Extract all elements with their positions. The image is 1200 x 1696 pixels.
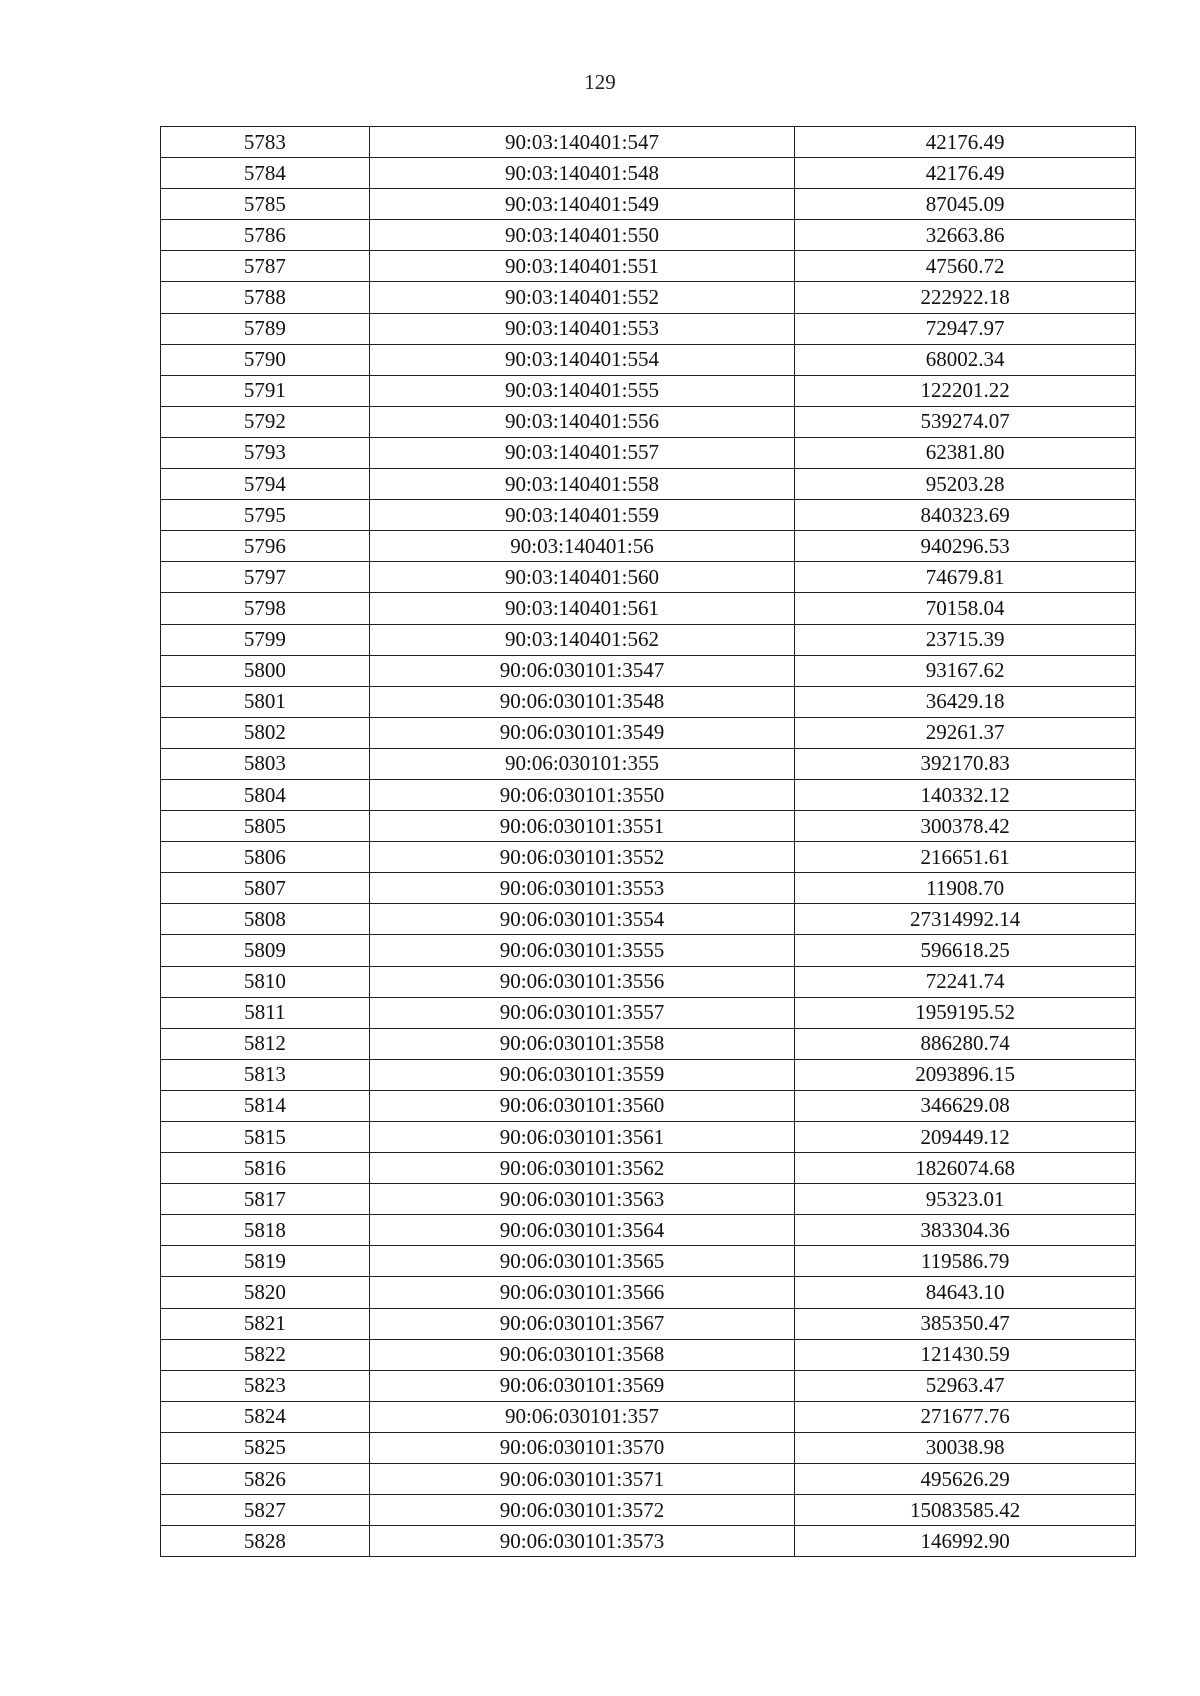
table-row — [161, 1184, 1136, 1215]
table-row — [161, 966, 1136, 997]
row-number-cell: 5821 — [161, 1308, 370, 1339]
cadastral-number-cell: 90:06:030101:3547 — [369, 655, 795, 686]
cadastral-value-cell: 2093896.15 — [795, 1059, 1136, 1090]
cadastral-value-cell: 84643.10 — [795, 1277, 1136, 1308]
cadastral-value-cell: 495626.29 — [795, 1464, 1136, 1495]
row-number-cell: 5802 — [161, 717, 370, 748]
cadastral-number-cell: 90:06:030101:3560 — [369, 1090, 795, 1121]
cadastral-number-cell: 90:03:140401:552 — [369, 282, 795, 313]
cadastral-value-cell: 70158.04 — [795, 593, 1136, 624]
cadastral-value-cell: 27314992.14 — [795, 904, 1136, 935]
cadastral-value-cell: 29261.37 — [795, 717, 1136, 748]
row-number-cell: 5811 — [161, 997, 370, 1028]
cadastral-number-cell: 90:06:030101:3566 — [369, 1277, 795, 1308]
row-number-cell: 5789 — [161, 313, 370, 344]
table-row — [161, 1215, 1136, 1246]
cadastral-value-cell: 122201.22 — [795, 375, 1136, 406]
table-row — [161, 375, 1136, 406]
row-number-cell: 5783 — [161, 127, 370, 158]
table-row — [161, 1059, 1136, 1090]
row-number-cell: 5791 — [161, 375, 370, 406]
table-row — [161, 935, 1136, 966]
row-number-cell: 5787 — [161, 251, 370, 282]
cadastral-value-cell: 346629.08 — [795, 1090, 1136, 1121]
table-row — [161, 1153, 1136, 1184]
table-row — [161, 811, 1136, 842]
cadastral-number-cell: 90:06:030101:3565 — [369, 1246, 795, 1277]
row-number-cell: 5784 — [161, 158, 370, 189]
row-number-cell: 5795 — [161, 500, 370, 531]
table-row — [161, 1246, 1136, 1277]
cadastral-value-cell: 392170.83 — [795, 748, 1136, 779]
cadastral-number-cell: 90:03:140401:561 — [369, 593, 795, 624]
row-number-cell: 5812 — [161, 1028, 370, 1059]
table-row — [161, 1277, 1136, 1308]
row-number-cell: 5786 — [161, 220, 370, 251]
table-row — [161, 686, 1136, 717]
cadastral-number-cell: 90:06:030101:3554 — [369, 904, 795, 935]
cadastral-number-cell: 90:06:030101:3556 — [369, 966, 795, 997]
row-number-cell: 5798 — [161, 593, 370, 624]
table-row — [161, 313, 1136, 344]
cadastral-number-cell: 90:03:140401:553 — [369, 313, 795, 344]
cadastral-number-cell: 90:06:030101:3557 — [369, 997, 795, 1028]
table-row — [161, 1370, 1136, 1401]
table-row — [161, 1339, 1136, 1370]
cadastral-value-cell: 539274.07 — [795, 406, 1136, 437]
row-number-cell: 5815 — [161, 1122, 370, 1153]
cadastral-value-cell: 68002.34 — [795, 344, 1136, 375]
cadastral-value-cell: 72241.74 — [795, 966, 1136, 997]
cadastral-number-cell: 90:03:140401:549 — [369, 189, 795, 220]
row-number-cell: 5792 — [161, 406, 370, 437]
row-number-cell: 5797 — [161, 562, 370, 593]
cadastral-value-cell: 140332.12 — [795, 779, 1136, 810]
row-number-cell: 5804 — [161, 779, 370, 810]
cadastral-number-cell: 90:06:030101:3573 — [369, 1526, 795, 1557]
cadastral-value-cell: 596618.25 — [795, 935, 1136, 966]
table-row — [161, 531, 1136, 562]
cadastral-value-cell: 95323.01 — [795, 1184, 1136, 1215]
table-row — [161, 748, 1136, 779]
row-number-cell: 5800 — [161, 655, 370, 686]
cadastral-number-cell: 90:06:030101:3559 — [369, 1059, 795, 1090]
table-row — [161, 406, 1136, 437]
row-number-cell: 5793 — [161, 437, 370, 468]
table-row — [161, 593, 1136, 624]
row-number-cell: 5826 — [161, 1464, 370, 1495]
cadastral-number-cell: 90:06:030101:3563 — [369, 1184, 795, 1215]
row-number-cell: 5810 — [161, 966, 370, 997]
cadastral-number-cell: 90:03:140401:548 — [369, 158, 795, 189]
cadastral-number-cell: 90:06:030101:3558 — [369, 1028, 795, 1059]
cadastral-number-cell: 90:06:030101:3567 — [369, 1308, 795, 1339]
cadastral-value-cell: 62381.80 — [795, 437, 1136, 468]
cadastral-value-cell: 840323.69 — [795, 500, 1136, 531]
table-row — [161, 1090, 1136, 1121]
table-row — [161, 842, 1136, 873]
row-number-cell: 5813 — [161, 1059, 370, 1090]
table-row — [161, 282, 1136, 313]
row-number-cell: 5785 — [161, 189, 370, 220]
cadastral-number-cell: 90:03:140401:557 — [369, 437, 795, 468]
cadastral-value-cell: 146992.90 — [795, 1526, 1136, 1557]
table-row — [161, 997, 1136, 1028]
cadastral-number-cell: 90:03:140401:555 — [369, 375, 795, 406]
row-number-cell: 5823 — [161, 1370, 370, 1401]
row-number-cell: 5816 — [161, 1153, 370, 1184]
cadastral-number-cell: 90:03:140401:559 — [369, 500, 795, 531]
row-number-cell: 5796 — [161, 531, 370, 562]
cadastral-number-cell: 90:03:140401:560 — [369, 562, 795, 593]
row-number-cell: 5788 — [161, 282, 370, 313]
table-row — [161, 717, 1136, 748]
table-row — [161, 873, 1136, 904]
cadastral-value-cell: 72947.97 — [795, 313, 1136, 344]
cadastral-number-cell: 90:03:140401:56 — [369, 531, 795, 562]
row-number-cell: 5824 — [161, 1401, 370, 1432]
row-number-cell: 5805 — [161, 811, 370, 842]
table-row — [161, 251, 1136, 282]
cadastral-number-cell: 90:06:030101:3561 — [369, 1122, 795, 1153]
cadastral-value-cell: 42176.49 — [795, 127, 1136, 158]
cadastral-value-cell: 300378.42 — [795, 811, 1136, 842]
row-number-cell: 5809 — [161, 935, 370, 966]
cadastral-number-cell: 90:06:030101:357 — [369, 1401, 795, 1432]
cadastral-number-cell: 90:06:030101:3562 — [369, 1153, 795, 1184]
cadastral-number-cell: 90:06:030101:3549 — [369, 717, 795, 748]
cadastral-number-cell: 90:03:140401:547 — [369, 127, 795, 158]
cadastral-number-cell: 90:06:030101:3568 — [369, 1339, 795, 1370]
table-row — [161, 1526, 1136, 1557]
row-number-cell: 5820 — [161, 1277, 370, 1308]
cadastral-value-cell: 385350.47 — [795, 1308, 1136, 1339]
cadastral-number-cell: 90:06:030101:3555 — [369, 935, 795, 966]
table-row — [161, 624, 1136, 655]
row-number-cell: 5818 — [161, 1215, 370, 1246]
table-row — [161, 562, 1136, 593]
row-number-cell: 5808 — [161, 904, 370, 935]
row-number-cell: 5825 — [161, 1432, 370, 1463]
cadastral-value-cell: 95203.28 — [795, 469, 1136, 500]
cadastral-value-cell: 30038.98 — [795, 1432, 1136, 1463]
row-number-cell: 5790 — [161, 344, 370, 375]
cadastral-value-cell: 121430.59 — [795, 1339, 1136, 1370]
cadastral-value-cell: 886280.74 — [795, 1028, 1136, 1059]
table-row — [161, 1401, 1136, 1432]
cadastral-value-cell: 1959195.52 — [795, 997, 1136, 1028]
cadastral-number-cell: 90:06:030101:3553 — [369, 873, 795, 904]
cadastral-number-cell: 90:03:140401:558 — [369, 469, 795, 500]
cadastral-value-cell: 1826074.68 — [795, 1153, 1136, 1184]
table-row — [161, 655, 1136, 686]
cadastral-value-cell: 87045.09 — [795, 189, 1136, 220]
cadastral-number-cell: 90:03:140401:550 — [369, 220, 795, 251]
table-body — [161, 127, 1136, 1557]
cadastral-number-cell: 90:03:140401:562 — [369, 624, 795, 655]
cadastral-value-cell: 74679.81 — [795, 562, 1136, 593]
cadastral-number-cell: 90:06:030101:3572 — [369, 1495, 795, 1526]
cadastral-value-cell: 93167.62 — [795, 655, 1136, 686]
cadastral-value-cell: 216651.61 — [795, 842, 1136, 873]
cadastral-value-cell: 47560.72 — [795, 251, 1136, 282]
row-number-cell: 5803 — [161, 748, 370, 779]
cadastral-value-cell: 940296.53 — [795, 531, 1136, 562]
cadastral-value-cell: 222922.18 — [795, 282, 1136, 313]
table-row — [161, 1495, 1136, 1526]
cadastral-number-cell: 90:06:030101:3550 — [369, 779, 795, 810]
row-number-cell: 5799 — [161, 624, 370, 655]
table-row — [161, 127, 1136, 158]
table-row — [161, 904, 1136, 935]
cadastral-value-cell: 209449.12 — [795, 1122, 1136, 1153]
row-number-cell: 5822 — [161, 1339, 370, 1370]
table-row — [161, 469, 1136, 500]
cadastral-number-cell: 90:06:030101:3570 — [369, 1432, 795, 1463]
cadastral-value-cell: 42176.49 — [795, 158, 1136, 189]
page-number: 129 — [584, 70, 616, 94]
cadastral-value-table — [160, 126, 1136, 1557]
row-number-cell: 5801 — [161, 686, 370, 717]
table-row — [161, 1308, 1136, 1339]
row-number-cell: 5806 — [161, 842, 370, 873]
table-row — [161, 779, 1136, 810]
cadastral-number-cell: 90:06:030101:3548 — [369, 686, 795, 717]
cadastral-number-cell: 90:03:140401:556 — [369, 406, 795, 437]
cadastral-value-cell: 52963.47 — [795, 1370, 1136, 1401]
cadastral-value-cell: 383304.36 — [795, 1215, 1136, 1246]
row-number-cell: 5828 — [161, 1526, 370, 1557]
row-number-cell: 5794 — [161, 469, 370, 500]
row-number-cell: 5807 — [161, 873, 370, 904]
cadastral-number-cell: 90:03:140401:554 — [369, 344, 795, 375]
table-row — [161, 1464, 1136, 1495]
cadastral-number-cell: 90:06:030101:355 — [369, 748, 795, 779]
table-row — [161, 1432, 1136, 1463]
cadastral-number-cell: 90:06:030101:3571 — [369, 1464, 795, 1495]
cadastral-number-cell: 90:06:030101:3552 — [369, 842, 795, 873]
cadastral-number-cell: 90:06:030101:3569 — [369, 1370, 795, 1401]
cadastral-number-cell: 90:06:030101:3564 — [369, 1215, 795, 1246]
table-row — [161, 158, 1136, 189]
row-number-cell: 5817 — [161, 1184, 370, 1215]
cadastral-value-cell: 11908.70 — [795, 873, 1136, 904]
cadastral-number-cell: 90:03:140401:551 — [369, 251, 795, 282]
cadastral-value-cell: 32663.86 — [795, 220, 1136, 251]
table-row — [161, 500, 1136, 531]
table-row — [161, 1122, 1136, 1153]
table-row — [161, 437, 1136, 468]
row-number-cell: 5819 — [161, 1246, 370, 1277]
cadastral-value-cell: 23715.39 — [795, 624, 1136, 655]
cadastral-value-cell: 15083585.42 — [795, 1495, 1136, 1526]
row-number-cell: 5814 — [161, 1090, 370, 1121]
cadastral-value-cell: 271677.76 — [795, 1401, 1136, 1432]
cadastral-number-cell: 90:06:030101:3551 — [369, 811, 795, 842]
table-row — [161, 1028, 1136, 1059]
table-row — [161, 189, 1136, 220]
cadastral-value-cell: 36429.18 — [795, 686, 1136, 717]
table-row — [161, 220, 1136, 251]
row-number-cell: 5827 — [161, 1495, 370, 1526]
cadastral-value-cell: 119586.79 — [795, 1246, 1136, 1277]
table-row — [161, 344, 1136, 375]
